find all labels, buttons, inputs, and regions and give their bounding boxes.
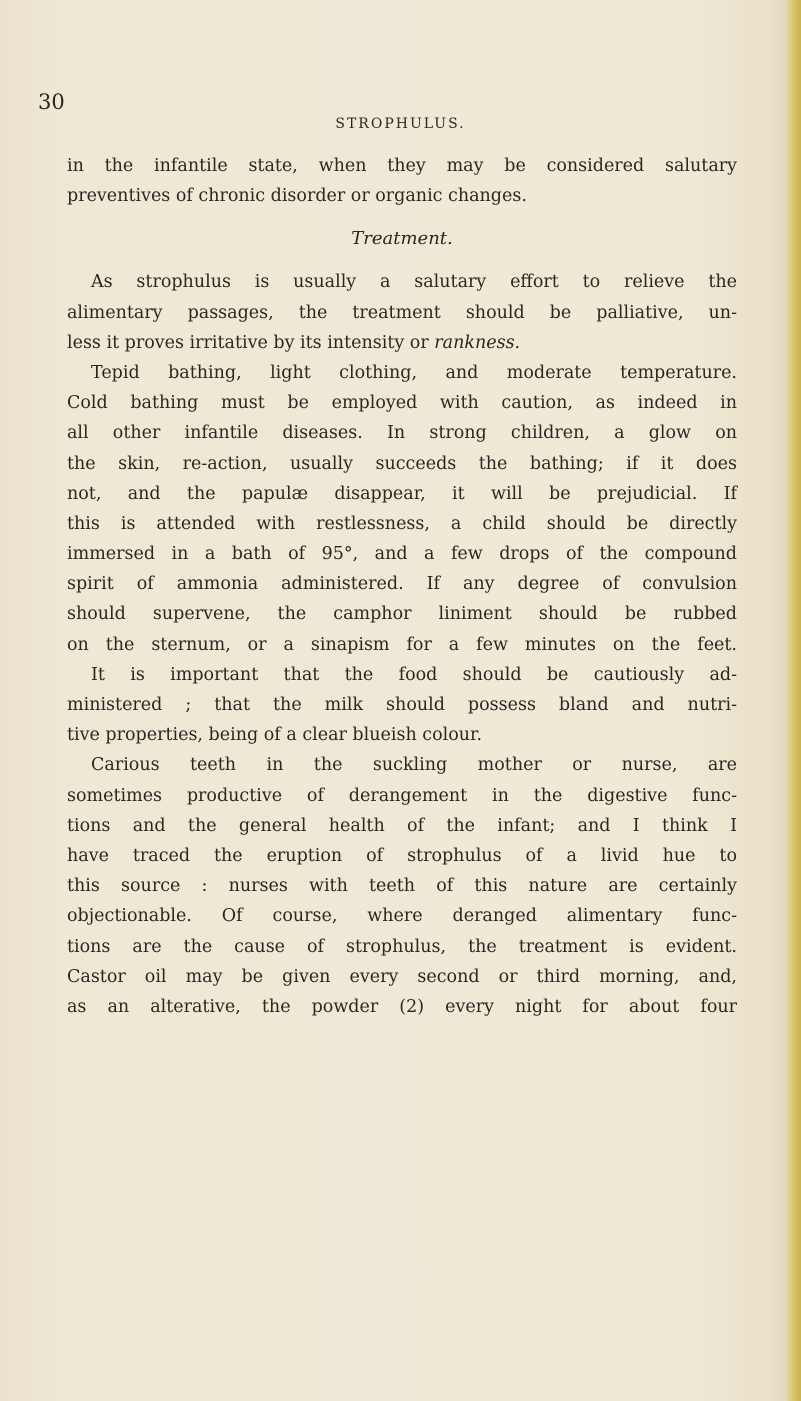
body-text — [67, 151, 737, 1022]
text-line: objectionable. Of course, where deranged alimentary func- — [67, 906, 737, 927]
text-line: sometimes productive of derangement in the digestive func- — [67, 785, 737, 806]
text-line: all other infantile diseases. In strong children, a glow on — [67, 423, 737, 444]
text-line: alimentary passages, the treatment should be palliative, un- — [67, 302, 737, 323]
text-line: spirit of ammonia administered. If any degree of convulsion — [67, 574, 737, 595]
text-line: ministered ; that the milk should possess bland and nutri- — [67, 695, 737, 715]
text-line: this source : nurses with teeth of this nature are certainly — [67, 876, 737, 897]
text-line: not, and the papulæ disappear, it will be prejudicial. If — [67, 483, 737, 504]
text-line: Carious teeth in the suckling mother or nurse, are — [91, 755, 737, 776]
running-title: STROPHULUS. — [335, 116, 466, 132]
page-number: 30 — [38, 90, 65, 114]
text-line: in the infantile state, when they may be considered salutary — [67, 156, 737, 176]
text-line: preventives of chronic disorder or organic changes. — [67, 186, 527, 207]
text-line — [67, 328, 737, 358]
text-line: the skin, re-action, usually succeeds the bathing; if it does — [67, 453, 737, 474]
text-fragment: less it proves irritative by its intensity or — [67, 332, 429, 353]
text-line: Cold bathing must be employed with caution, as indeed in — [67, 393, 737, 414]
text-line: As strophulus is usually a salutary effort to relieve the — [91, 272, 737, 293]
text-line: tive properties, being of a clear blueish colour. — [67, 725, 483, 746]
text-line: Castor oil may be given every second or third morning, and, — [67, 966, 737, 987]
text-line: should supervene, the camphor liniment should be rubbed — [67, 604, 737, 625]
text-line: immersed in a bath of 95°, and a few drops of the compound — [67, 544, 737, 565]
page-edge — [785, 0, 801, 1401]
text-line: tions and the general health of the infant; and I think I — [67, 815, 737, 836]
section-heading: Treatment. — [351, 228, 453, 250]
text-line: this is attended with restlessness, a child should be directly — [67, 513, 737, 534]
text-line: tions are the cause of strophulus, the treatment is evident. — [67, 936, 737, 957]
text-line: have traced the eruption of strophulus of a livid hue to — [67, 845, 737, 866]
text-line: as an alterative, the powder (2) every night for about four — [67, 996, 737, 1017]
italic-word: rankness. — [434, 332, 521, 353]
text-line: It is important that the food should be cautiously ad- — [91, 664, 737, 685]
text-line: on the sternum, or a sinapism for a few minutes on the feet. — [67, 634, 737, 655]
text-line: Tepid bathing, light clothing, and moderate temperature. — [91, 362, 737, 383]
